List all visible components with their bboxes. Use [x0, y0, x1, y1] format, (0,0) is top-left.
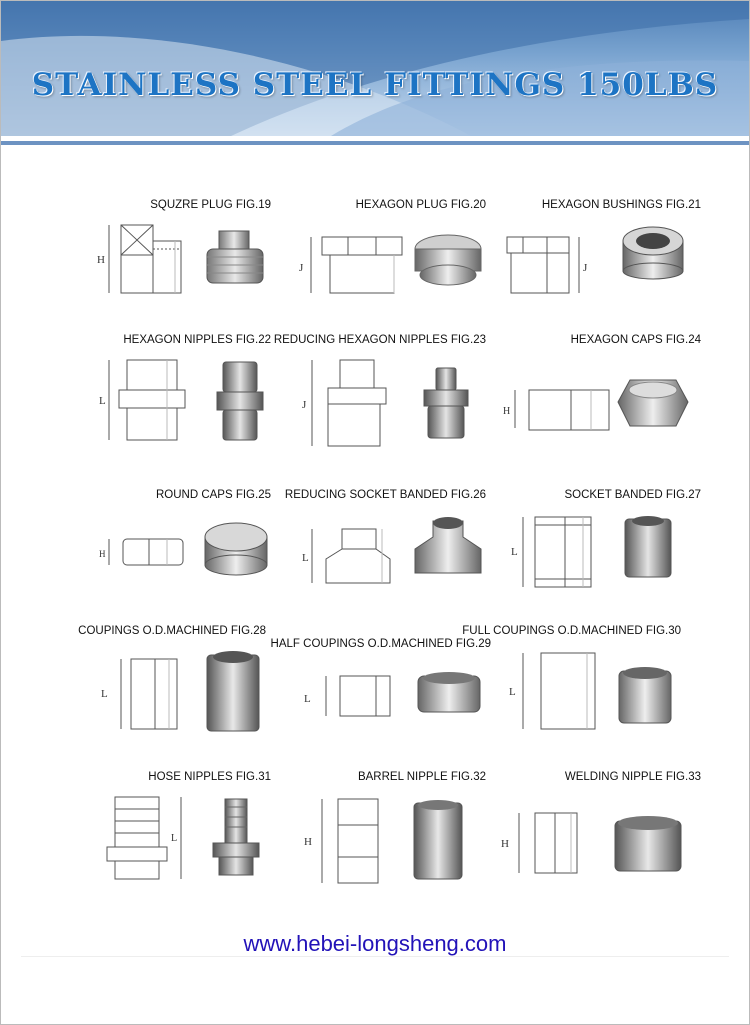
website-url[interactable]: www.hebei-longsheng.com	[243, 931, 507, 956]
svg-text:L: L	[302, 552, 309, 564]
item-label: COUPINGS O.D.MACHINED FIG.28	[78, 625, 266, 637]
item-fig-20	[256, 199, 486, 319]
svg-text:H: H	[501, 838, 509, 850]
technical-drawing-coupling	[41, 645, 191, 735]
svg-text:L: L	[99, 395, 106, 407]
item-label: HEXAGON NIPPLES FIG.22	[123, 334, 271, 346]
item-label: HEXAGON PLUG FIG.20	[355, 199, 486, 211]
item-fig-30	[461, 625, 681, 745]
technical-drawing-welding-nipple	[471, 791, 621, 881]
technical-drawing-socket	[471, 509, 621, 594]
item-fig-25	[41, 489, 271, 609]
svg-text:H: H	[99, 549, 106, 559]
item-label: HEXAGON BUSHINGS FIG.21	[541, 199, 701, 211]
technical-drawing-half-coupling	[256, 664, 406, 734]
page-title: STAINLESS STEEL FITTINGS 150LBS	[31, 67, 719, 103]
item-label: FULL COUPINGS O.D.MACHINED FIG.30	[462, 625, 681, 637]
item-label: HOSE NIPPLES FIG.31	[148, 771, 271, 783]
technical-drawing-reducing-hex-nipple	[256, 354, 406, 449]
item-fig-28	[41, 625, 266, 745]
item-fig-31	[41, 771, 271, 891]
svg-text:L: L	[101, 688, 108, 700]
technical-drawing-hose-nipple	[41, 791, 191, 886]
technical-drawing-round-cap	[41, 509, 191, 589]
photo-socket	[619, 513, 679, 583]
item-label: HALF COUPINGS O.D.MACHINED FIG.29	[270, 638, 491, 650]
photo-welding-nipple	[609, 811, 689, 881]
svg-text:L: L	[304, 693, 311, 705]
technical-drawing-hex-cap	[471, 354, 621, 449]
svg-text:H: H	[304, 836, 312, 848]
item-label: SOCKET BANDED FIG.27	[564, 489, 701, 501]
item-label: HEXAGON CAPS FIG.24	[570, 334, 701, 346]
svg-text:J: J	[302, 399, 307, 411]
svg-text:H: H	[503, 406, 511, 417]
item-fig-23	[256, 334, 486, 454]
item-label: REDUCING HEXAGON NIPPLES FIG.23	[273, 334, 486, 346]
header-banner	[1, 1, 749, 136]
item-label: BARREL NIPPLE FIG.32	[357, 771, 486, 783]
photo-full-coupling	[613, 663, 678, 733]
technical-drawing-bushing	[471, 219, 621, 304]
technical-drawing-full-coupling	[461, 645, 611, 735]
svg-text:L: L	[171, 833, 178, 844]
item-label: ROUND CAPS FIG.25	[155, 489, 271, 501]
technical-drawing-square-plug	[41, 219, 191, 304]
technical-drawing-hex-nipple	[41, 354, 191, 449]
item-fig-19	[41, 199, 271, 319]
item-fig-32	[256, 771, 486, 891]
photo-reducing-hex-nipple	[416, 364, 476, 444]
photo-bushing	[611, 221, 696, 286]
technical-drawing-barrel-nipple	[256, 791, 406, 891]
item-label: SQUZRE PLUG FIG.19	[150, 199, 271, 211]
photo-barrel-nipple	[408, 797, 468, 887]
item-fig-29	[256, 638, 491, 758]
svg-text:J: J	[583, 262, 588, 274]
footer-divider	[21, 956, 729, 957]
technical-drawing-reducing-socket	[256, 509, 406, 594]
item-fig-24	[471, 334, 701, 454]
item-fig-21	[471, 199, 701, 319]
header-divider	[1, 141, 749, 145]
item-fig-26	[256, 489, 486, 609]
svg-text:L: L	[511, 546, 518, 558]
item-fig-22	[41, 334, 271, 454]
svg-text:L: L	[509, 686, 516, 698]
item-label: REDUCING SOCKET BANDED FIG.26	[284, 489, 486, 501]
svg-text:J: J	[299, 262, 304, 274]
item-label: WELDING NIPPLE FIG.33	[564, 771, 701, 783]
svg-text:H: H	[97, 254, 105, 266]
item-fig-33	[471, 771, 701, 891]
technical-drawing-hex-plug	[256, 219, 406, 304]
item-fig-27	[471, 489, 701, 609]
photo-coupling	[203, 649, 263, 739]
photo-hex-cap	[616, 370, 691, 435]
